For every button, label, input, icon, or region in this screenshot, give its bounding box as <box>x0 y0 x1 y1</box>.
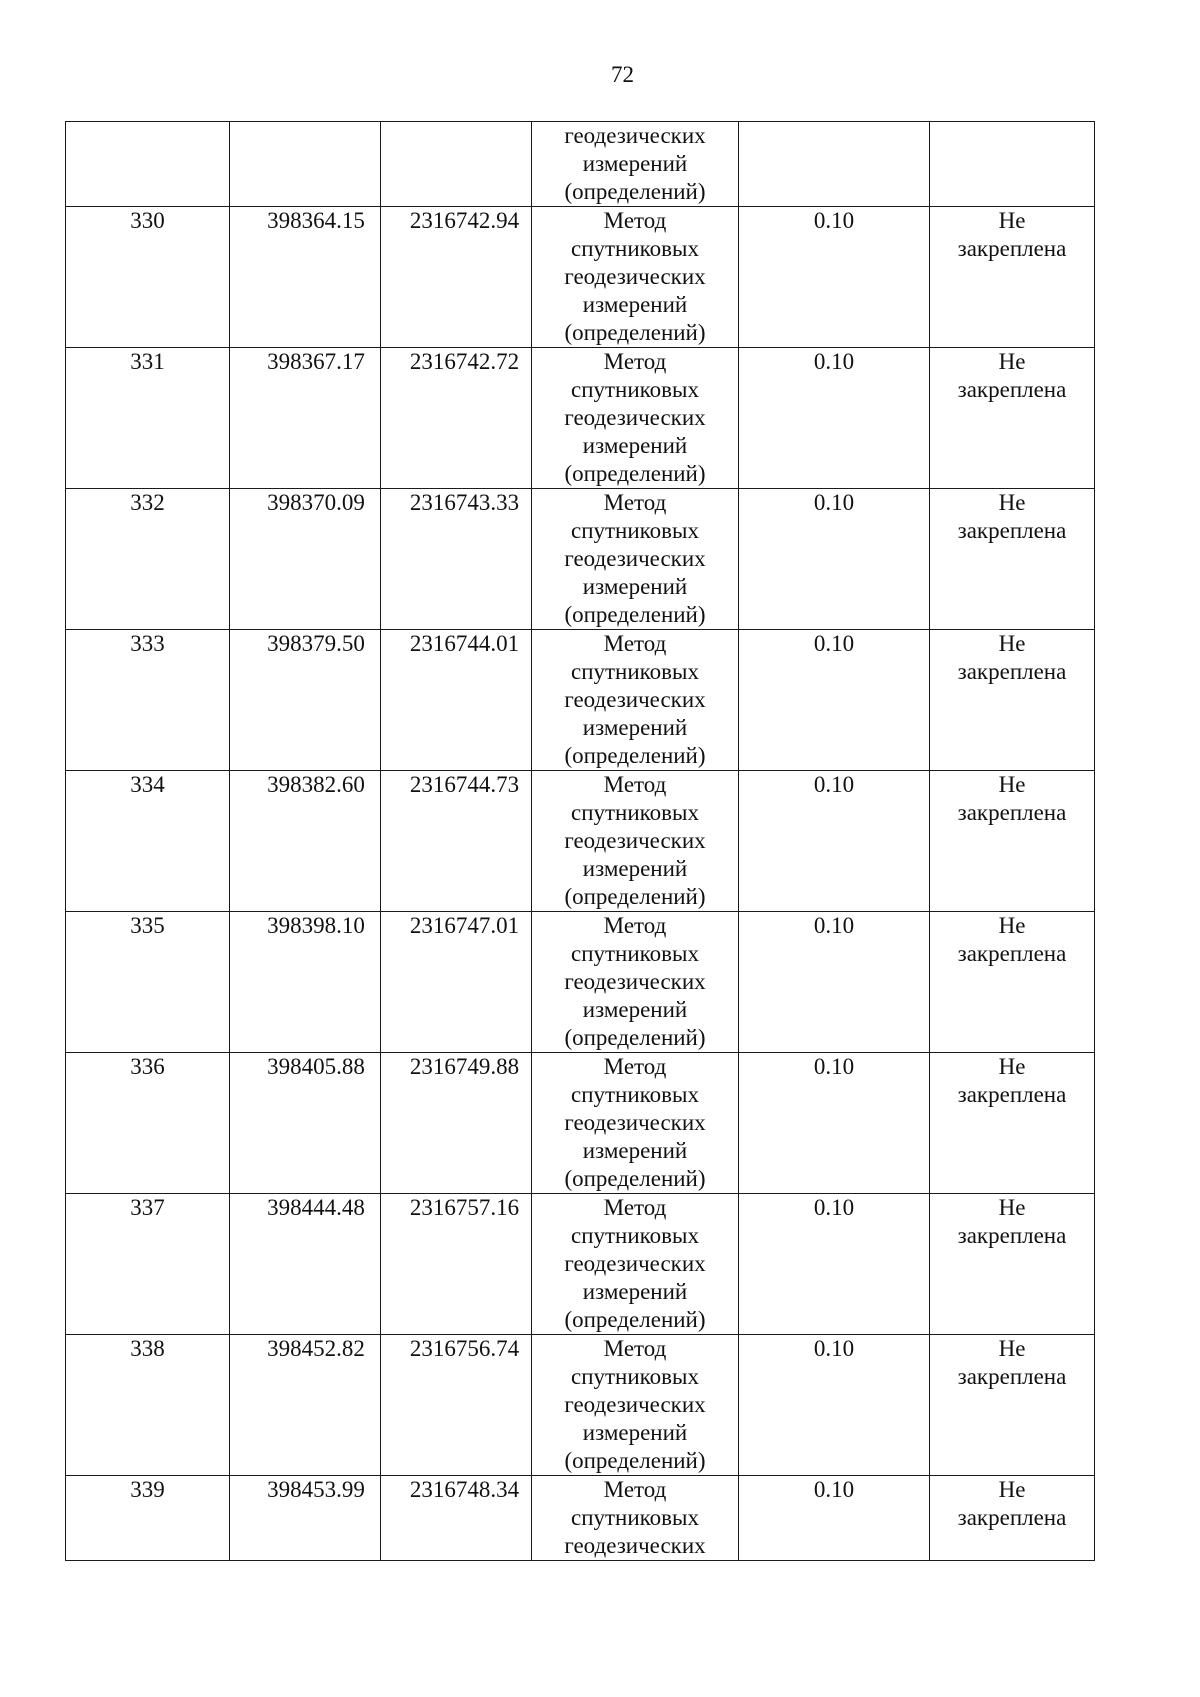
method-line: измерений <box>582 151 688 176</box>
method-line: геодезических <box>564 828 706 853</box>
page-number: 72 <box>611 62 634 87</box>
x-coordinate-value: 398452.82 <box>267 1336 365 1361</box>
table-row <box>66 207 1095 348</box>
y-coordinate-value: 2316742.94 <box>409 208 520 233</box>
y-coordinate-value: 2316742.72 <box>409 349 520 374</box>
method-line: (определений) <box>564 179 706 204</box>
method-line: Метод <box>603 1195 667 1220</box>
x-coordinate-cell <box>230 207 381 348</box>
method-line: спутниковых <box>570 377 699 402</box>
method-cell <box>532 207 739 348</box>
table-body <box>66 122 1095 1561</box>
method-line: Метод <box>603 772 667 797</box>
method-line: геодезических <box>564 1392 706 1417</box>
x-coordinate-cell <box>230 1053 381 1194</box>
y-coordinate-value: 2316756.74 <box>409 1336 520 1361</box>
method-line: Метод <box>603 1477 667 1502</box>
x-coordinate-value: 398453.99 <box>267 1477 365 1502</box>
y-coordinate-cell <box>381 207 532 348</box>
method-line: спутниковых <box>570 941 699 966</box>
method-line: (определений) <box>564 1307 706 1332</box>
method-cell <box>532 348 739 489</box>
point-number-cell <box>66 122 230 207</box>
accuracy-cell: 0.10 <box>739 348 930 489</box>
table-row <box>66 489 1095 630</box>
y-coordinate-value: 2316749.88 <box>409 1054 520 1079</box>
x-coordinate-value: 398444.48 <box>267 1195 365 1220</box>
method-line: измерений <box>582 433 688 458</box>
method-line: измерений <box>582 1420 688 1445</box>
method-line: спутниковых <box>570 1223 699 1248</box>
fixation-cell <box>930 207 1095 348</box>
method-line: (определений) <box>564 743 706 768</box>
fixation-line: Не <box>998 1195 1026 1220</box>
table-row <box>66 912 1095 1053</box>
method-line: геодезических <box>564 405 706 430</box>
fixation-cell <box>930 771 1095 912</box>
method-line: геодезических <box>564 1110 706 1135</box>
y-coordinate-value: 2316743.33 <box>409 490 520 515</box>
method-cell <box>532 1476 739 1561</box>
method-line: спутниковых <box>570 1082 699 1107</box>
y-coordinate-cell <box>381 630 532 771</box>
y-coordinate-value: 2316744.01 <box>409 631 520 656</box>
method-cell <box>532 771 739 912</box>
y-coordinate-value: 2316747.01 <box>409 913 520 938</box>
method-line: измерений <box>582 1279 688 1304</box>
x-coordinate-cell <box>230 1335 381 1476</box>
fixation-cell <box>930 912 1095 1053</box>
fixation-cell <box>930 1335 1095 1476</box>
table-row <box>66 1476 1095 1561</box>
accuracy-cell: 0.10 <box>739 207 930 348</box>
y-coordinate-cell <box>381 771 532 912</box>
fixation-line: Не <box>998 1477 1026 1502</box>
point-number-cell: 330 <box>66 207 230 348</box>
fixation-cell <box>930 1053 1095 1194</box>
point-number-cell: 334 <box>66 771 230 912</box>
y-coordinate-value: 2316748.34 <box>409 1477 520 1502</box>
method-line: (определений) <box>564 602 706 627</box>
method-line: Метод <box>603 1336 667 1361</box>
y-coordinate-value: 2316757.16 <box>409 1195 520 1220</box>
method-line: Метод <box>603 490 667 515</box>
point-number-cell: 337 <box>66 1194 230 1335</box>
table-row-continued <box>66 122 1095 207</box>
fixation-line: закреплена <box>957 941 1067 966</box>
method-line: геодезических <box>564 1533 706 1558</box>
method-line: спутниковых <box>570 236 699 261</box>
accuracy-cell: 0.10 <box>739 1335 930 1476</box>
fixation-line: закреплена <box>957 800 1067 825</box>
y-coordinate-cell <box>381 489 532 630</box>
method-line: геодезических <box>564 546 706 571</box>
x-coordinate-value: 398367.17 <box>267 349 365 374</box>
point-number-cell: 333 <box>66 630 230 771</box>
method-line: Метод <box>603 208 667 233</box>
accuracy-cell: 0.10 <box>739 630 930 771</box>
fixation-line: закреплена <box>957 1223 1067 1248</box>
method-line: спутниковых <box>570 1505 699 1530</box>
method-line: измерений <box>582 715 688 740</box>
method-line: геодезических <box>564 123 706 148</box>
method-line: (определений) <box>564 1448 706 1473</box>
point-number-cell: 332 <box>66 489 230 630</box>
x-coordinate-value: 398370.09 <box>267 490 365 515</box>
method-line: спутниковых <box>570 1364 699 1389</box>
x-coordinate-cell <box>230 1194 381 1335</box>
fixation-line: Не <box>998 490 1026 515</box>
method-cell <box>532 1194 739 1335</box>
y-coordinate-cell <box>381 122 532 207</box>
y-coordinate-value: 2316744.73 <box>409 772 520 797</box>
accuracy-cell <box>739 122 930 207</box>
point-number-cell: 339 <box>66 1476 230 1561</box>
fixation-cell <box>930 630 1095 771</box>
fixation-line: Не <box>998 913 1026 938</box>
point-number-cell: 335 <box>66 912 230 1053</box>
x-coordinate-cell <box>230 1476 381 1561</box>
x-coordinate-value: 398382.60 <box>267 772 365 797</box>
point-number-cell: 338 <box>66 1335 230 1476</box>
method-line: измерений <box>582 1138 688 1163</box>
method-line: Метод <box>603 631 667 656</box>
fixation-line: Не <box>998 1054 1026 1079</box>
fixation-line: Не <box>998 1336 1026 1361</box>
fixation-cell <box>930 122 1095 207</box>
table-row <box>66 771 1095 912</box>
method-cell <box>532 122 739 207</box>
x-coordinate-value: 398405.88 <box>267 1054 365 1079</box>
accuracy-cell: 0.10 <box>739 1476 930 1561</box>
fixation-line: закреплена <box>957 659 1067 684</box>
accuracy-cell: 0.10 <box>739 771 930 912</box>
method-line: геодезических <box>564 1251 706 1276</box>
table-row <box>66 1194 1095 1335</box>
table-row <box>66 348 1095 489</box>
method-line: геодезических <box>564 969 706 994</box>
table-row <box>66 1335 1095 1476</box>
method-line: спутниковых <box>570 800 699 825</box>
fixation-cell <box>930 1476 1095 1561</box>
y-coordinate-cell <box>381 1476 532 1561</box>
fixation-line: закреплена <box>957 236 1067 261</box>
method-line: измерений <box>582 574 688 599</box>
fixation-line: закреплена <box>957 1082 1067 1107</box>
fixation-line: закреплена <box>957 1364 1067 1389</box>
x-coordinate-value: 398398.10 <box>267 913 365 938</box>
point-number-cell: 336 <box>66 1053 230 1194</box>
accuracy-cell: 0.10 <box>739 489 930 630</box>
x-coordinate-cell <box>230 122 381 207</box>
method-line: (определений) <box>564 1025 706 1050</box>
method-cell <box>532 1053 739 1194</box>
fixation-cell <box>930 348 1095 489</box>
table-row <box>66 630 1095 771</box>
method-cell <box>532 630 739 771</box>
method-line: измерений <box>582 856 688 881</box>
fixation-cell <box>930 489 1095 630</box>
x-coordinate-value: 398379.50 <box>267 631 365 656</box>
x-coordinate-cell <box>230 348 381 489</box>
method-cell <box>532 1335 739 1476</box>
method-line: измерений <box>582 997 688 1022</box>
fixation-line: закреплена <box>957 377 1067 402</box>
method-line: спутниковых <box>570 659 699 684</box>
accuracy-cell: 0.10 <box>739 912 930 1053</box>
method-line: (определений) <box>564 884 706 909</box>
method-line: Метод <box>603 349 667 374</box>
method-line: (определений) <box>564 320 706 345</box>
method-line: (определений) <box>564 461 706 486</box>
method-cell <box>532 489 739 630</box>
fixation-line: закреплена <box>957 518 1067 543</box>
table-row <box>66 1053 1095 1194</box>
method-line: Метод <box>603 1054 667 1079</box>
y-coordinate-cell <box>381 348 532 489</box>
method-line: спутниковых <box>570 518 699 543</box>
method-line: измерений <box>582 292 688 317</box>
method-line: Метод <box>603 913 667 938</box>
y-coordinate-cell <box>381 1053 532 1194</box>
coordinates-table <box>65 121 1095 1561</box>
fixation-line: Не <box>998 631 1026 656</box>
x-coordinate-value: 398364.15 <box>267 208 365 233</box>
x-coordinate-cell <box>230 630 381 771</box>
y-coordinate-cell <box>381 1194 532 1335</box>
y-coordinate-cell <box>381 912 532 1053</box>
y-coordinate-cell <box>381 1335 532 1476</box>
fixation-cell <box>930 1194 1095 1335</box>
method-line: геодезических <box>564 264 706 289</box>
method-line: геодезических <box>564 687 706 712</box>
fixation-line: закреплена <box>957 1505 1067 1530</box>
fixation-line: Не <box>998 772 1026 797</box>
fixation-line: Не <box>998 208 1026 233</box>
fixation-line: Не <box>998 349 1026 374</box>
x-coordinate-cell <box>230 912 381 1053</box>
accuracy-cell: 0.10 <box>739 1194 930 1335</box>
accuracy-cell: 0.10 <box>739 1053 930 1194</box>
method-line: (определений) <box>564 1166 706 1191</box>
method-cell <box>532 912 739 1053</box>
x-coordinate-cell <box>230 489 381 630</box>
point-number-cell: 331 <box>66 348 230 489</box>
x-coordinate-cell <box>230 771 381 912</box>
